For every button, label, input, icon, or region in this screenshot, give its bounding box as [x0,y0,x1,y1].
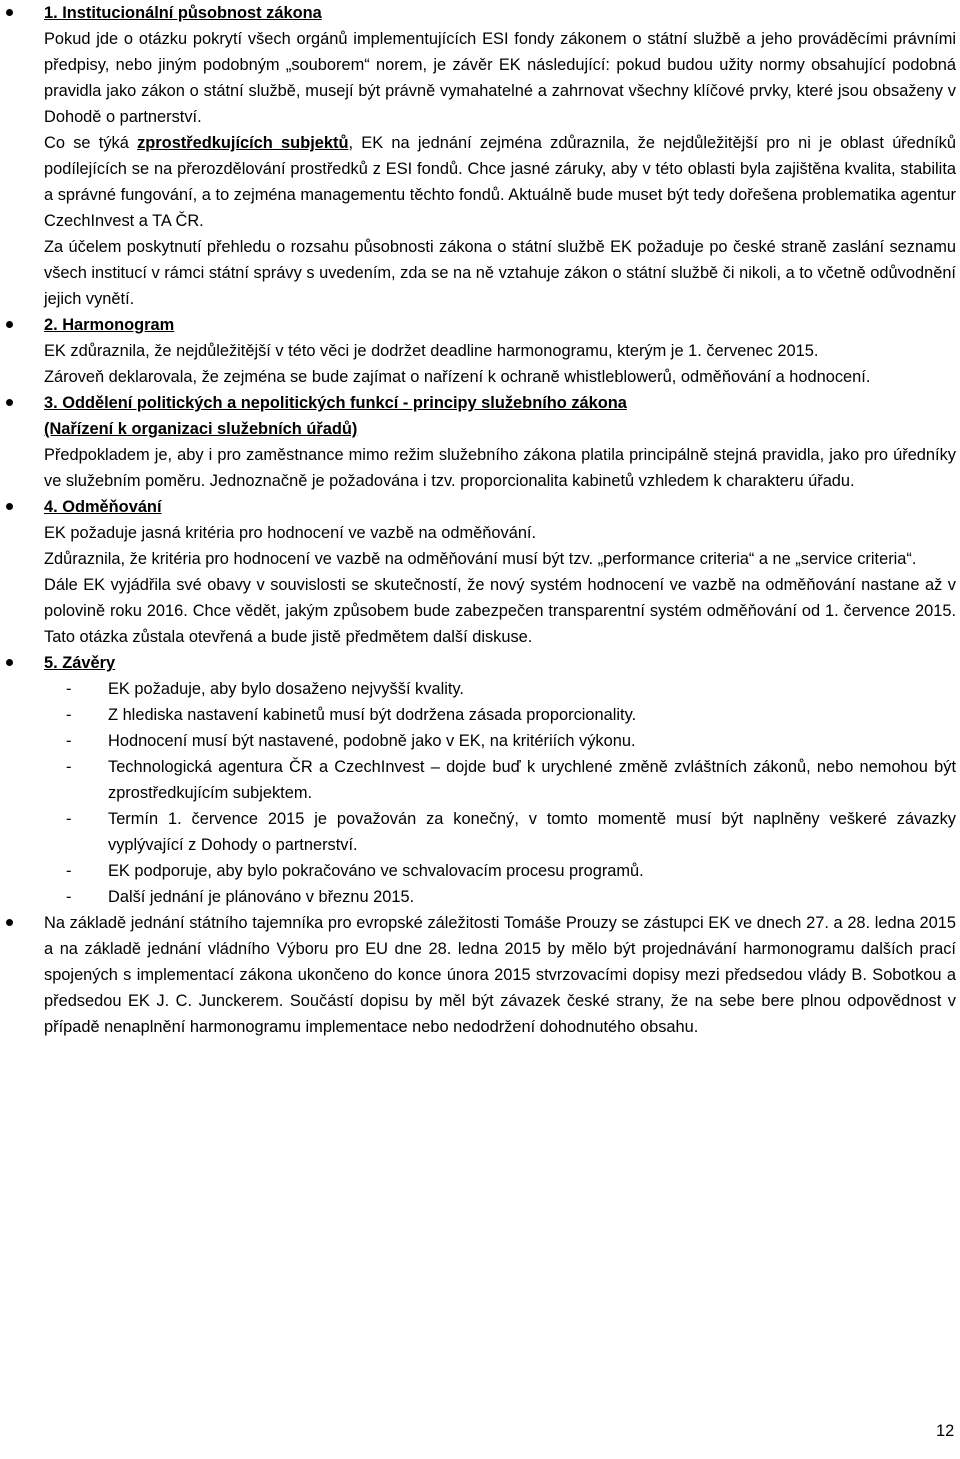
section-institutional-scope [0,0,960,312]
bullet-icon [6,919,13,926]
section-heading: 4. Odměňování [44,498,162,516]
section-subheading: (Nařízení k organizaci služebních úřadů) [44,420,358,438]
section-conclusions [0,650,960,910]
dash-marker: - [66,888,72,906]
list-item-text: EK požaduje, aby bylo dosaženo nejvyšší kvality. [108,680,464,698]
list-item [44,728,956,754]
paragraph: Předpokladem je, aby i pro zaměstnance mimo režim služebního zákona platila principálně stejná pravidla, jako pro úředníky ve služebním poměru. Jednoznačně je požadována i tzv. proporcionalita kabinetů vzhledem k charakteru úřadu. [44,446,956,490]
conclusions-list [44,676,956,910]
list-item [44,806,956,858]
paragraph: Za účelem poskytnutí přehledu o rozsahu působnosti zákona o státní službě EK požaduje po české straně zaslání seznamu všech institucí v rámci státní správy s uvedením, zda se na ně vztahuje zákon o státní službě či nikoli, a to včetně odůvodnění jejich vynětí. [44,238,956,308]
dash-marker: - [66,810,72,828]
dash-marker: - [66,680,72,698]
bullet-icon [6,321,13,328]
section-heading: 2. Harmonogram [44,316,175,334]
paragraph: Pokud jde o otázku pokrytí všech orgánů implementujících ESI fondy zákonem o státní službě a jeho prováděcími právními předpisy, nebo jiným podobným „souborem“ norem, je závěr EK následující: pokud budou užity normy obsahující podobná pravidla jako zákon o státní službě, musejí být právně vymahatelné a zahrnovat všechny klíčové prvky, které jsou obsaženy v Dohodě o partnerství. [44,30,956,126]
paragraph: Dále EK vyjádřila své obavy v souvislosti se skutečností, že nový systém hodnocení ve vazbě na odměňování nastane až v polovině roku 2016. Chce vědět, jakým způsobem bude zabezpečen transparentní systém odměňování od 1. července 2015. Tato otázka zůstala otevřená a bude jistě předmětem další diskuse. [44,576,956,646]
paragraph: Zdůraznila, že kritéria pro hodnocení ve vazbě na odměňování musí být tzv. „performance criteria“ a ne „service criteria“. [44,550,917,568]
list-item [44,858,956,884]
list-item [44,676,956,702]
section-heading: 3. Oddělení politických a nepolitických funkcí - principy služebního zákona [44,394,627,412]
list-item-text: Technologická agentura ČR a CzechInvest – dojde buď k urychlené změně zvláštních zákonů, nebo nemohou být zprostředkujícím subjektem. [108,758,956,802]
dash-marker: - [66,862,72,880]
paragraph [44,130,956,234]
list-item-text: EK podporuje, aby bylo pokračováno ve schvalovacím procesu programů. [108,862,644,880]
section-remuneration [0,494,960,650]
list-item-text: Hodnocení musí být nastavené, podobně jako v EK, na kritériích výkonu. [108,732,636,750]
section-closing [0,910,960,1040]
list-item [44,702,956,728]
dash-marker: - [66,706,72,724]
section-harmonogram [0,312,960,390]
list-item-text: Další jednání je plánováno v březnu 2015. [108,888,415,906]
section-heading: 1. Institucionální působnost zákona [44,4,322,22]
bullet-icon [6,399,13,406]
section-heading: 5. Závěry [44,654,116,672]
list-item [44,884,956,910]
paragraph: Zároveň deklarovala, že zejména se bude zajímat o nařízení k ochraně whistleblowerů, odměňování a hodnocení. [44,368,871,386]
bullet-icon [6,503,13,510]
section-separation-of-functions [0,390,960,494]
text-run: , EK na jednání zejména zdůraznila, že nejdůležitější pro ni je oblast úředníků podílejících se na přerozdělování prostředků z ESI fondů. Chce jasné záruky, aby v této oblasti byla zajištěna kvalita, stabilita a správné fungování, a to zejména managementu těchto fondů. Aktuálně bude muset být tedy dořešena problematika agentur CzechInvest a TA ČR. [44,134,956,230]
bullet-icon [6,659,13,666]
list-item [44,754,956,806]
page-number: 12 [936,1422,955,1440]
paragraph: EK požaduje jasná kritéria pro hodnocení ve vazbě na odměňování. [44,524,537,542]
bullet-icon [6,9,13,16]
text-run: Co se týká [44,134,138,152]
dash-marker: - [66,732,72,750]
list-item-text: Z hlediska nastavení kabinetů musí být dodržena zásada proporcionality. [108,706,637,724]
paragraph: Na základě jednání státního tajemníka pro evropské záležitosti Tomáše Prouzy se zástupci EK ve dnech 27. a 28. ledna 2015 a na základě jednání vládního Výboru pro EU dne 28. ledna 2015 by mělo být projednávání harmonogramu dalších prací spojených s implementací zákona ukončeno do konce února 2015 stvrzovacími dopisy mezi předsedou vlády B. Sobotkou a předsedou EK J. C. Junckerem. Součástí dopisu by měl být závazek české strany, že na sebe bere plnou odpovědnost v případě nenaplnění harmonogramu implementace nebo nedodržení dohodnutého obsahu. [44,914,956,1036]
dash-marker: - [66,758,72,776]
emphasis: zprostředkujících subjektů [137,134,349,152]
paragraph: EK zdůraznila, že nejdůležitější v této věci je dodržet deadline harmonogramu, kterým je 1. červenec 2015. [44,342,819,360]
list-item-text: Termín 1. července 2015 je považován za konečný, v tomto momentě musí být naplněny veškeré závazky vyplývající z Dohody o partnerství. [108,810,956,854]
